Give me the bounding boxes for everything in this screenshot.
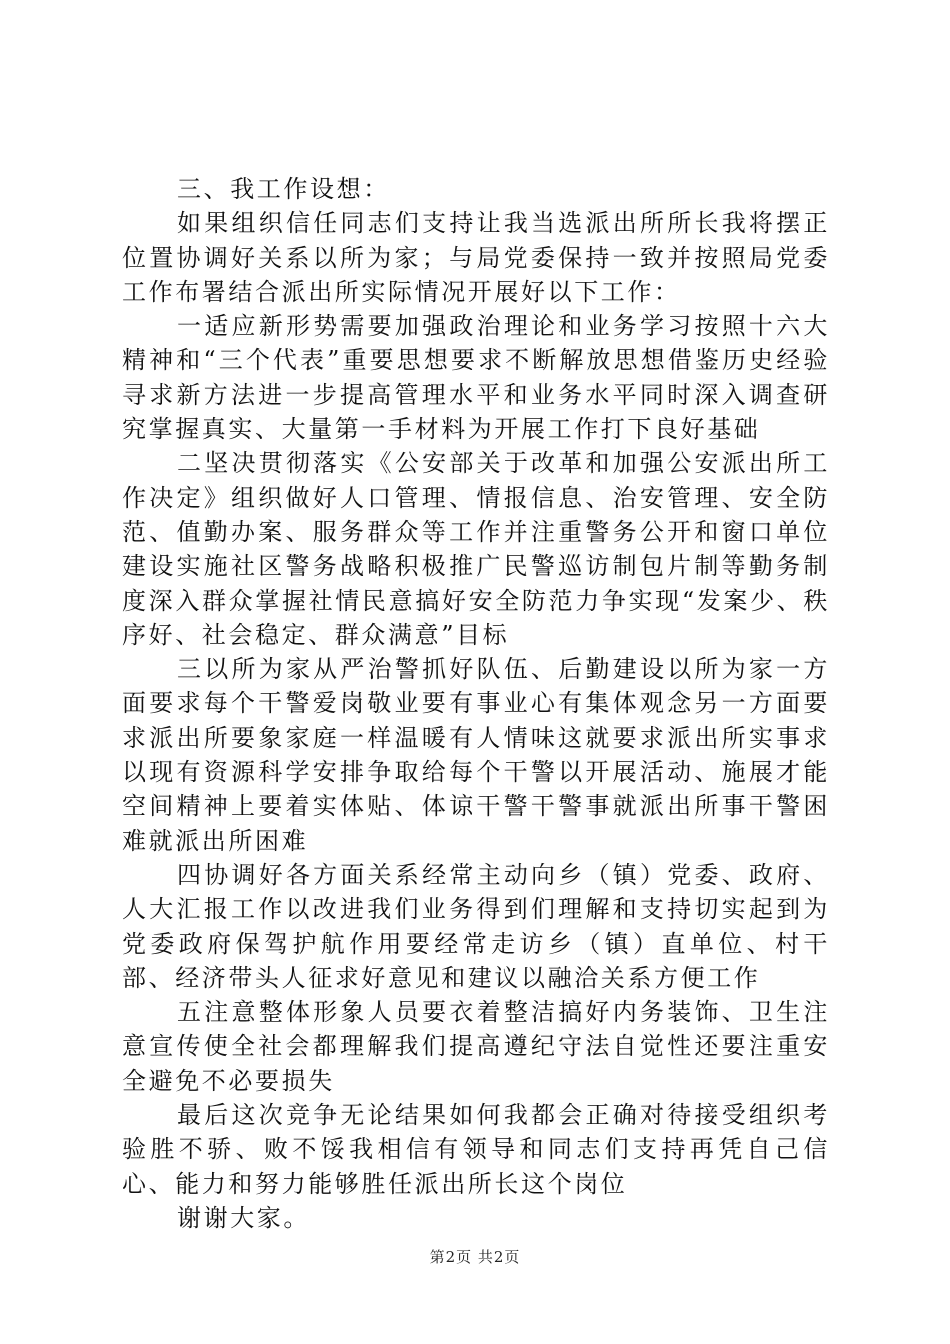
body-paragraph: 最后这次竞争无论结果如何我都会正确对待接受组织考验胜不骄、败不馁我相信有领导和同志们支持再凭自己信心、能力和努力能够胜任派出所长这个岗位 [122, 1101, 830, 1198]
body-paragraph: 一适应新形势需要加强政治理论和业务学习按照十六大精神和“三个代表”重要思想要求不断解放思想借鉴历史经验寻求新方法进一步提高管理水平和业务水平同时深入调查研究掌握真实、大量第一手材料为开展工作打下良好基础 [122, 312, 830, 444]
section-heading: 三、我工作设想： [177, 175, 390, 203]
closing-line: 谢谢大家。 [177, 1203, 310, 1232]
body-paragraph: 三以所为家从严治警抓好队伍、后勤建设以所为家一方面要求每个干警爱岗敬业要有事业心有集体观念另一方面要求派出所要象家庭一样温暖有人情味这就要求派出所实事求以现有资源科学安排争取给每个干警以开展活动、施展才能空间精神上要着实体贴、体谅干警干警事就派出所事干警困难就派出所困难 [122, 655, 830, 855]
body-paragraph: 四协调好各方面关系经常主动向乡（镇）党委、政府、人大汇报工作以改进我们业务得到们理解和支持切实起到为党委政府保驾护航作用要经常走访乡（镇）直单位、村干部、经济带头人征求好意见和建议以融洽关系方便工作 [122, 860, 830, 992]
body-paragraph: 如果组织信任同志们支持让我当选派出所所长我将摆正位置协调好关系以所为家；与局党委保持一致并按照局党委工作布署结合派出所实际情况开展好以下工作： [122, 209, 830, 306]
page-number-footer: 第2页 共2页 [429, 1248, 521, 1266]
body-paragraph: 二坚决贯彻落实《公安部关于改革和加强公安派出所工作决定》组织做好人口管理、情报信息、治安管理、安全防范、值勤办案、服务群众等工作并注重警务公开和窗口单位建设实施社区警务战略积极推广民警巡访制包片制等勤务制度深入群众掌握社情民意搞好安全防范力争实现“发案少、秩序好、社会稳定、群众满意”目标 [122, 449, 830, 649]
body-paragraph: 五注意整体形象人员要衣着整洁搞好内务装饰、卫生注意宣传使全社会都理解我们提高遵纪守法自觉性还要注重安全避免不必要损失 [122, 998, 830, 1095]
document-body [122, 172, 830, 1235]
